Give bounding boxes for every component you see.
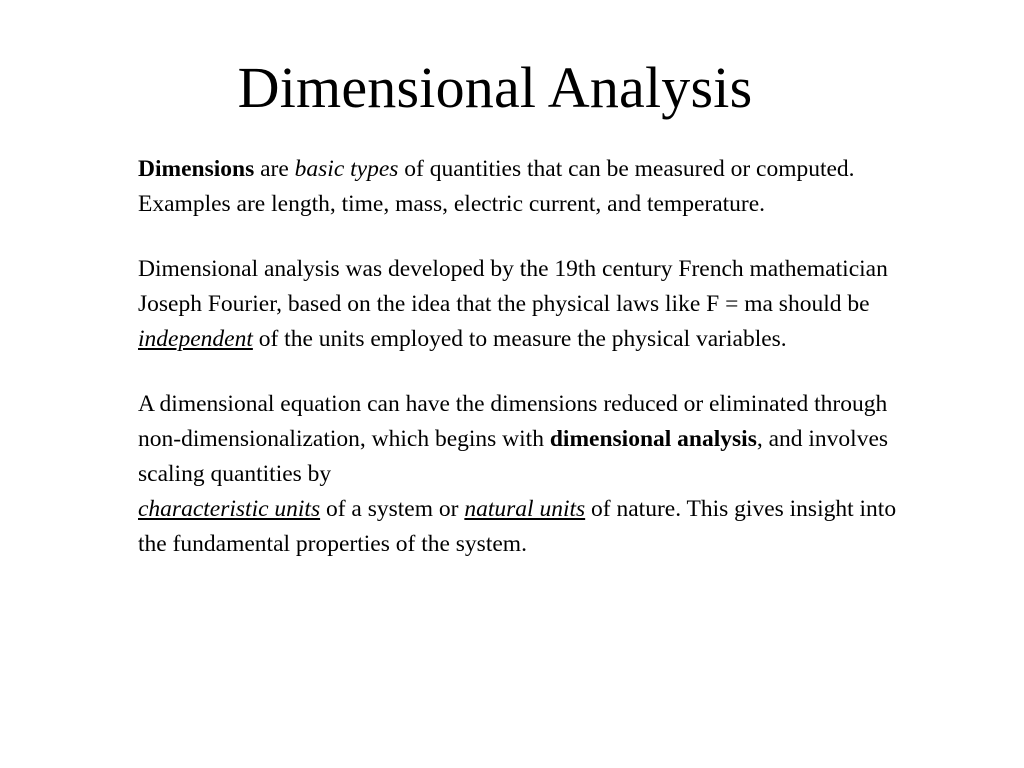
term-natural-units: natural units xyxy=(464,496,586,522)
text-segment: of quantities that can be measured or computed. Examples are length, time, mass, electric current, and temperature. xyxy=(138,156,855,217)
term-basic-types: basic types xyxy=(294,156,399,182)
paragraph-history xyxy=(138,252,898,357)
text-segment: A dimensional equation can have the dimensions reduced or eliminated through non-dimensionalization, which begins with xyxy=(138,391,888,452)
paragraph-nondimensionalization xyxy=(138,387,898,562)
text-segment: , and involves scaling quantities by xyxy=(138,426,889,487)
slide-body xyxy=(138,152,898,562)
term-independent: independent xyxy=(138,326,253,352)
text-segment: of the units employed to measure the physical variables. xyxy=(252,326,787,352)
text-segment: of nature. This gives insight into the fundamental properties of the system. xyxy=(138,496,897,557)
slide-title: Dimensional Analysis xyxy=(237,55,753,120)
paragraph-dimensions xyxy=(138,152,898,222)
term-characteristic-units: characteristic units xyxy=(138,496,321,522)
term-dimensions: Dimensions xyxy=(138,156,255,182)
term-dimensional-analysis: dimensional analysis xyxy=(549,426,757,452)
text-segment: of a system or xyxy=(320,496,465,522)
text-segment: Dimensional analysis was developed by the 19th century French mathematician Joseph Fourier, based on the idea that the physical laws like F = ma should be xyxy=(138,256,888,317)
text-segment: are xyxy=(254,156,295,182)
